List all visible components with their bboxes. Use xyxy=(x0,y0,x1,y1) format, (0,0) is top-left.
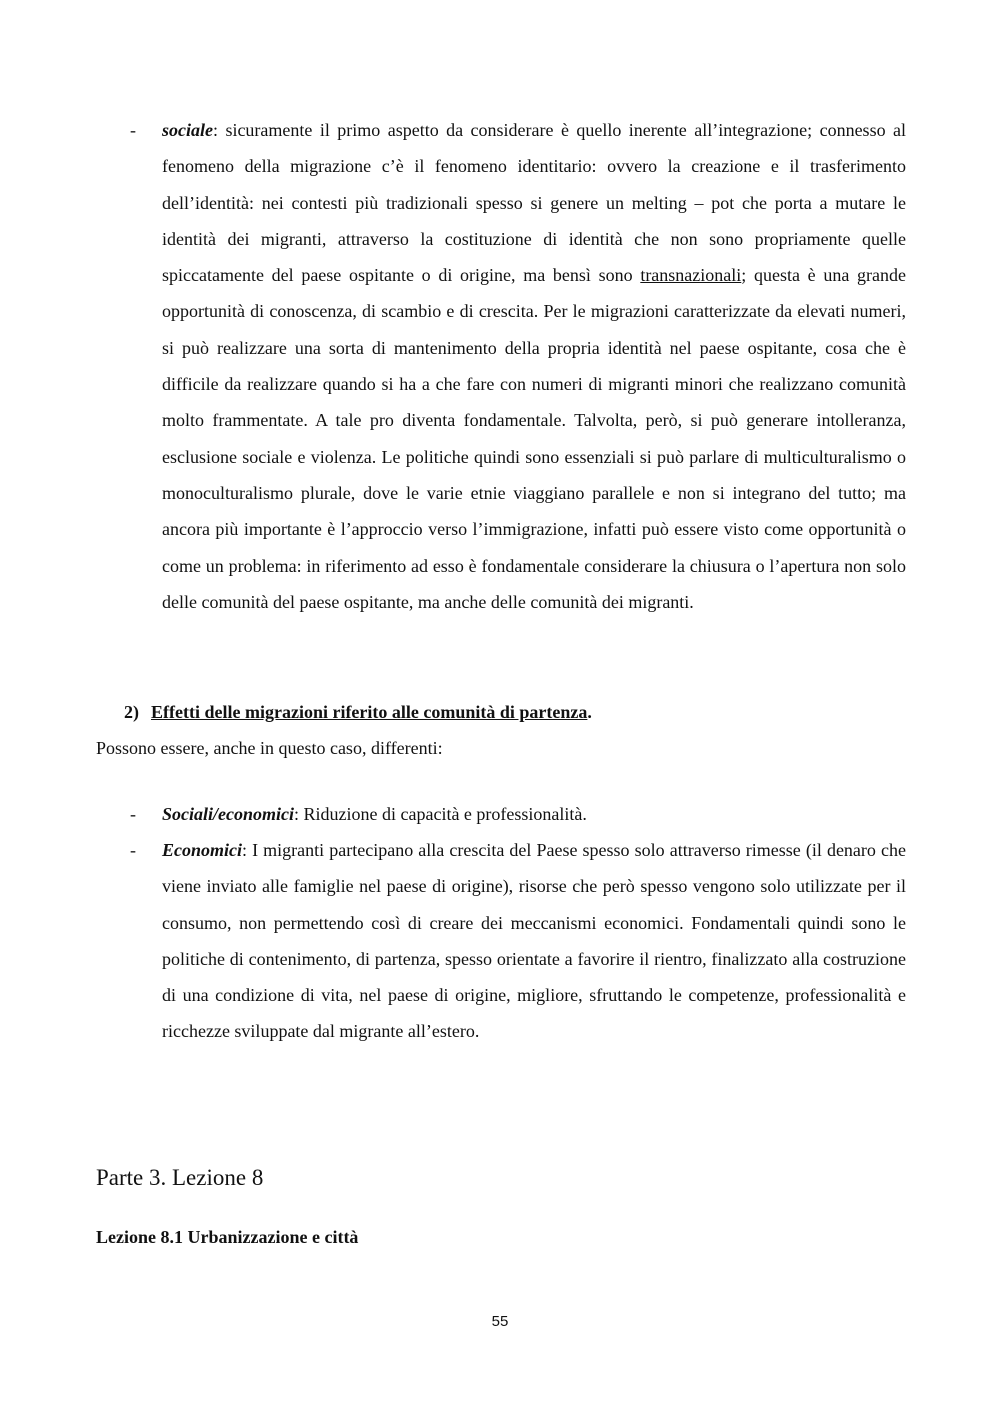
intro-line: Possono essere, anche in questo caso, differenti: xyxy=(96,738,443,758)
item-title: Effetti delle migrazioni riferito alle comunità di partenza xyxy=(151,702,588,722)
bullet-dash: - xyxy=(130,840,136,860)
bullet-paragraph xyxy=(162,796,906,832)
paragraph-text: : sicuramente il primo aspetto da considerare è quello inerente all’integrazione; connesso al fenomeno della migrazione c’è il fenomeno identitario: ovvero la creazione e il trasferimento dell’identità: nei contesti più tradizionali spesso si genere un melting – pot che porta a mutare le identità dei migranti, attraverso la costituzione di identità che non sono propriamente quelle spiccatamente del paese ospitante o di origine, ma bensì sono xyxy=(162,120,906,286)
bullet-paragraph xyxy=(162,112,906,620)
bullet-dash: - xyxy=(130,120,136,140)
bullet-item-sociali-economici xyxy=(96,796,906,832)
paragraph-text: : Riduzione di capacità e professionalità. xyxy=(294,804,587,824)
page-number: 55 xyxy=(491,1313,509,1330)
bullet-term: Economici xyxy=(162,840,242,860)
lesson-heading: Lezione 8.1 Urbanizzazione e città xyxy=(96,1227,359,1247)
bullet-paragraph xyxy=(162,832,906,1050)
part-heading: Parte 3. Lezione 8 xyxy=(96,1165,264,1190)
underlined-term: transnazionali xyxy=(640,265,742,286)
paragraph-text: ; questa è una grande opportunità di conoscenza, di scambio e di crescita. Per le migrazioni caratterizzate da elevati numeri, si può realizzare una sorta di mantenimento della propria identità nel paese ospitante, cosa che è difficile da realizzare quando si ha a che fare con numeri di migranti minori che realizzano comunità molto frammentate. A tale pro diventa fondamentale. Talvolta, però, si può generare intolleranza, esclusione sociale e violenza. Le politiche quindi sono essenziali si può parlare di multiculturalismo o monoculturalismo plurale, dove le varie etnie viaggiano parallele e non si integrano del tutto; ma ancora più importante è l’approccio verso l’immigrazione, infatti può essere visto come opportunità o come un problema: in riferimento ad esso è fondamentale considerare la chiusura o l’apertura non solo delle comunità del paese ospitante, ma anche delle comunità dei migranti. xyxy=(162,265,906,612)
bullet-term: Sociali/economici xyxy=(162,804,294,824)
bullet-dash: - xyxy=(130,804,136,824)
bullet-item-sociale xyxy=(96,112,906,620)
paragraph-text: : I migranti partecipano alla crescita del Paese spesso solo attraverso rimesse (il denaro che viene inviato alle famiglie nel paese di origine), risorse che però spesso vengono solo utilizzate per il consumo, non permettendo così di creare dei meccanismi economici. Fondamentali quindi sono le politiche di contenimento, di partenza, spesso orientate a favorire il rientro, finalizzato alla costruzione di una condizione di vita, nel paese di origine, migliore, sfruttando le competenze, professionalità e ricchezze sviluppate dal migrante all’estero. xyxy=(162,840,906,1042)
item-period: . xyxy=(587,702,592,722)
bullet-item-economici xyxy=(96,832,906,1050)
item-number: 2) xyxy=(124,702,139,722)
numbered-heading xyxy=(124,694,592,730)
bullet-term: sociale xyxy=(162,120,213,140)
